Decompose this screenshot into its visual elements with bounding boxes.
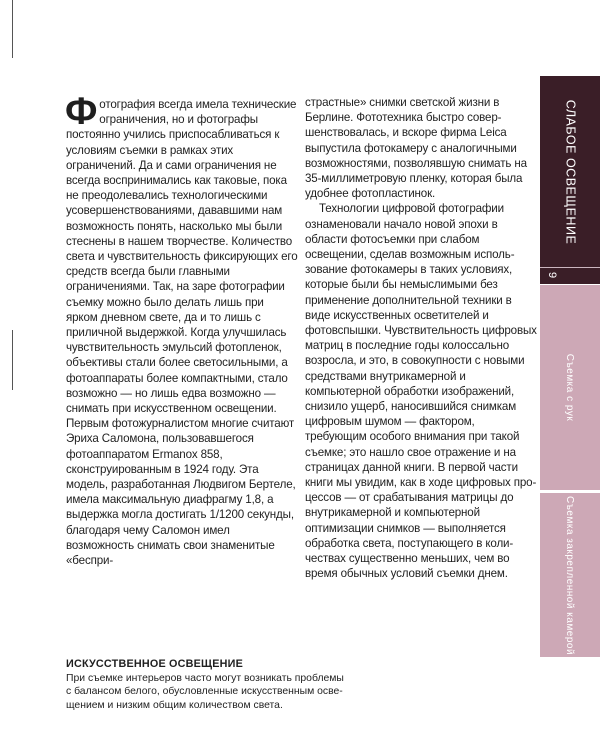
section-tab-handheld [540,285,600,490]
chapter-tab [540,76,600,267]
crop-mark-left [12,330,13,390]
chapter-title: СЛАБОЕ ОСВЕЩЕНИЕ [563,99,577,244]
page-number-tab [540,267,600,284]
section-tab-tripod-label: Съемка закрепленной камерой [564,495,576,655]
drop-cap: Ф [65,91,98,133]
caption-text: При съемке интерьеров часто могут возникать проблемы с балансом белого, обусловленные искусственным освещением и низким общим количеством света. [66,672,344,711]
body-column-right [305,95,537,582]
left-column-text: отография всегда имела технические ограничения, но и фотографы постоянно учились приспосабливаться к условиям съемки в рамках этих ограничений. Да и сами ограничения не всегда воспринимались как таковые, пока не преодолевались технологическими усовершенствованиями, дававшими нам возможность понять, насколько мы были стеснены в нашем творчестве. Количество света и чувствительность фиксирующих его средств всегда были главными ограничениями. Так, на заре фотографии съемку можно было делать лишь при ярком дневном свете, да и то лишь с приличной выдержкой. Когда улучшилась чувствительность эмульсий фотопленок, объективы стали более светосильными, а фотоаппараты более компактными, стало возможно — но лишь едва возможно — снимать при искусственном освещении. Первым фотожурналистом многие считают Эриха Саломона, пользовавшегося фотоаппаратом Ermanox 858, сконструированным в 1924 году. Эта модель, разработанная Людвигом Бертеле, имела максимальную диафрагму 1,8, а выдержка могла достигать 1/1200 секунды, благодаря чему Саломон имел возможность снимать свои знаменитые «беспри- [66,98,298,568]
image-caption [66,658,351,712]
right-column-paragraph-1: страстные» снимки светской жизни в Берлине. Фототехника быстро совершенствовалась, и вскоре фирма Leica выпустила фотокамеру с аналогичными возможностями, позволявшую снимать на 35-миллиметровую пленку, которая была удобнее фотопластинок. [305,96,527,201]
body-column-left [65,91,298,568]
caption-title: ИСКУССТВЕННОЕ ОСВЕЩЕНИЕ [66,658,244,670]
section-tab-handheld-label: Съемка с рук [564,353,576,422]
right-column-paragraph-2: Технологии цифровой фотографии ознаменовали начало новой эпохи в области фотосъемки при слабом освещении, сделав возможным использование фотокамеры в таких условиях, которые были бы немыслимыми без применение дополнительной техники в виде искусственных осветителей и фотовспышки. Чувствительность цифровых матриц в последние годы колоссально возросла, и это, в совокупности с новыми средствами внутрикамерной и компьютерной обработки изображений, снизило ущерб, наносившийся снимкам цифровым шумом — фактором, требующим особого внимания при такой съемке; это нашло свое отражение и на страницах данной книги. В первой части книги мы увидим, как в ходе цифровых процессов — от срабатывания матрицы до внутрикамерной и компьютерной оптимизации снимков — выполняется обработка света, поступающего в количествах существенно меньших, чем во время обычных условий съемки днем. [305,202,537,581]
page-number: 9 [546,271,559,279]
section-tab-tripod [540,493,600,657]
crop-mark-top [12,0,13,58]
